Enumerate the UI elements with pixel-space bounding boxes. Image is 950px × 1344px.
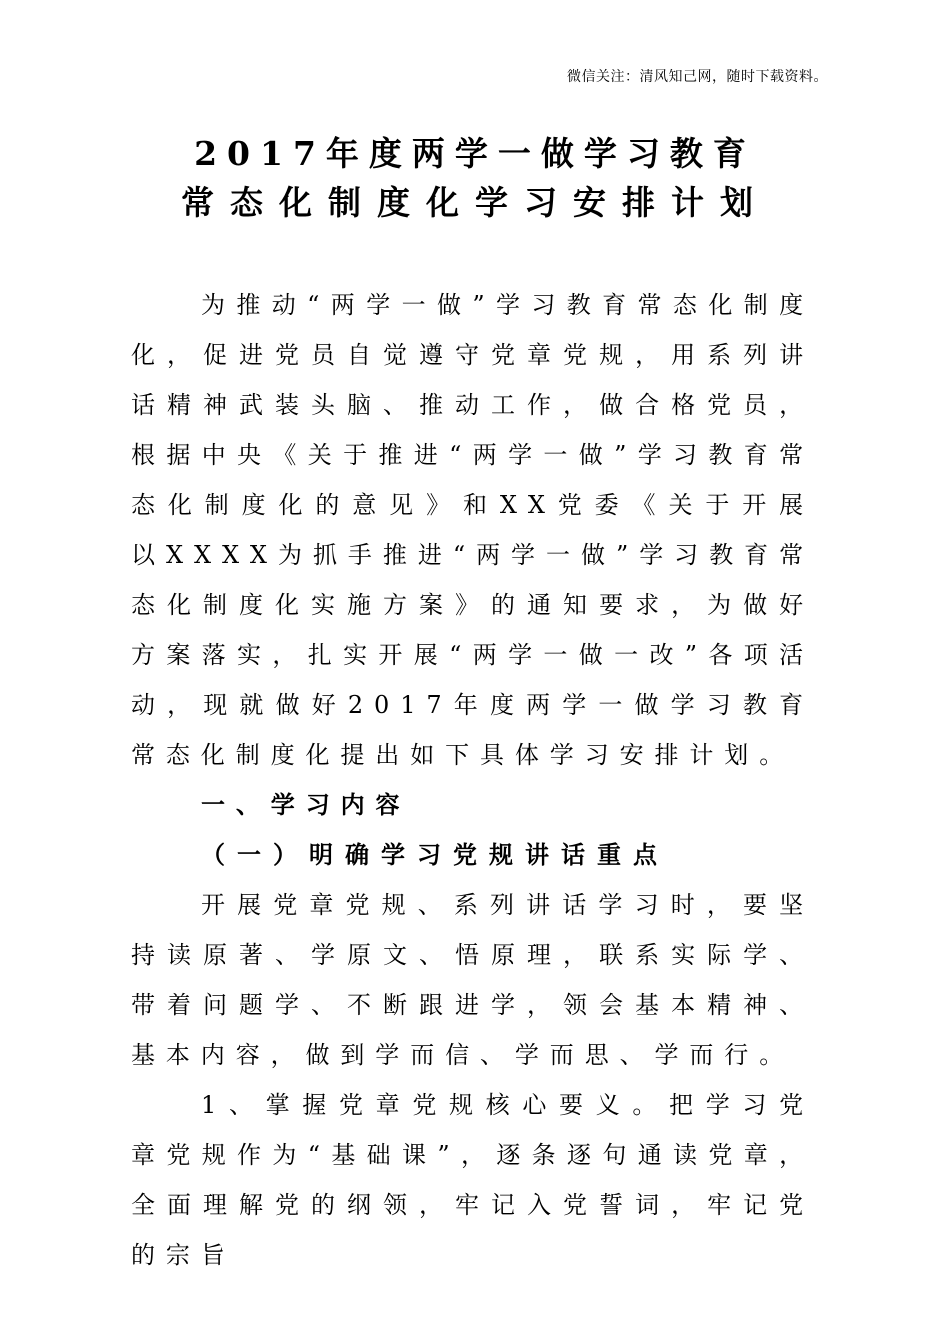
document-title-line-1: 2017年度两学一做学习教育 bbox=[194, 134, 756, 173]
document-title-line-2: 常态化制度化学习安排计划 bbox=[181, 183, 769, 222]
list-item: 1、掌握党章党规核心要义。把学习党章党规作为“基础课”，逐条逐句通读党章，全面理解党的纲领，牢记入党誓词，牢记党的宗旨 bbox=[131, 1091, 814, 1269]
intro-paragraph: 为推动“两学一做”学习教育常态化制度化，促进党员自觉遵守党章党规，用系列讲话精神武装头脑、推动工作，做合格党员，根据中央《关于推进“两学一做”学习教育常态化制度化的意见》和XX党委《关于开展以XXXX为抓手推进“两学一做”学习教育常态化制度化实施方案》的通知要求，为做好方案落实，扎实开展“两学一做一改”各项活动，现就做好2017年度两学一做学习教育常态化制度化提出如下具体学习安排计划。 bbox=[131, 291, 814, 769]
header-note: 微信关注：清风知己网，随时下载资料。 bbox=[567, 69, 828, 85]
document-body bbox=[131, 280, 814, 1280]
subsection-heading: （一）明确学习党规讲话重点 bbox=[201, 840, 669, 869]
section-heading: 一、学习内容 bbox=[201, 790, 411, 819]
body-paragraph: 开展党章党规、系列讲话学习时，要坚持读原著、学原文、悟原理，联系实际学、带着问题学、不断跟进学，领会基本精神、基本内容，做到学而信、学而思、学而行。 bbox=[131, 891, 814, 1069]
